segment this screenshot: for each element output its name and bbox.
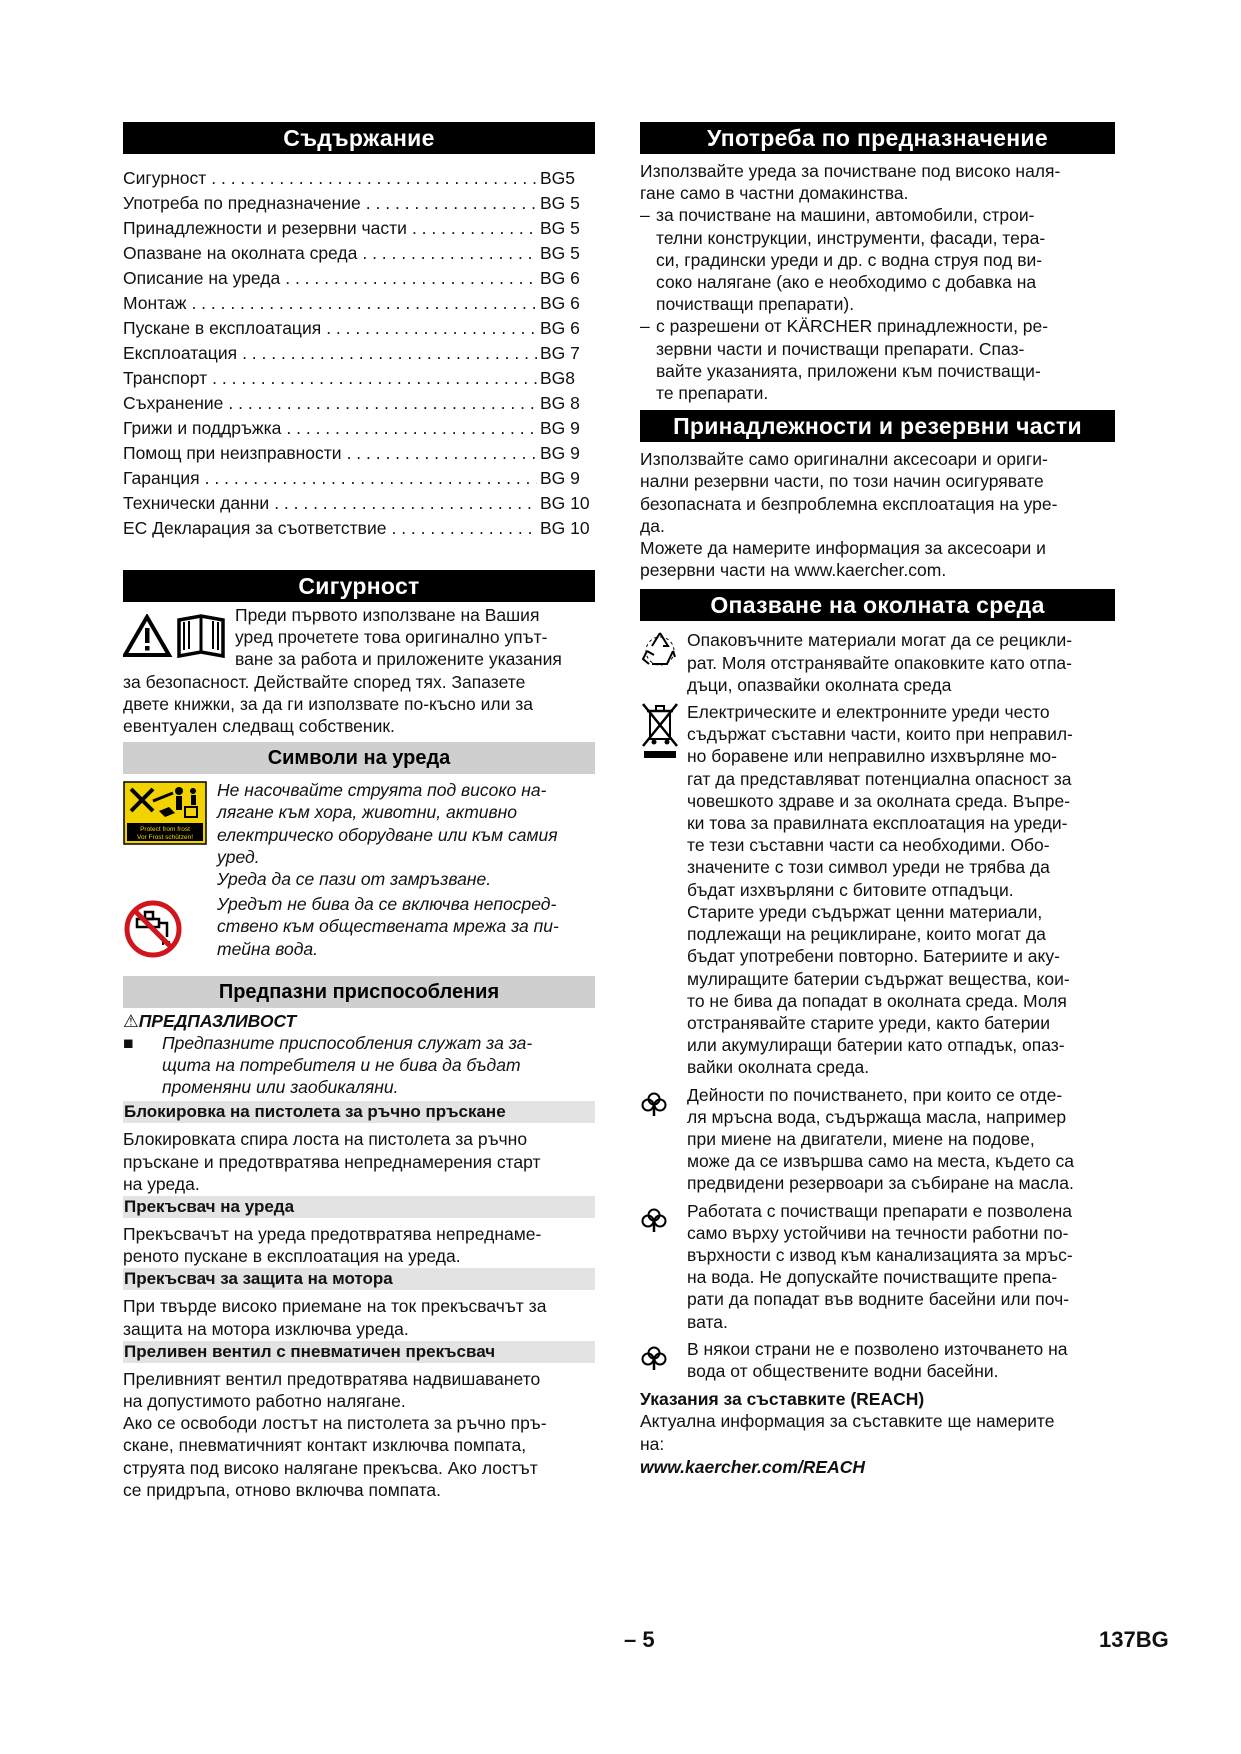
toc-item-page: BG 9 (540, 468, 580, 488)
toc-item-label: Употреба по предназначение (123, 193, 361, 213)
toc-item-label: Описание на уреда (123, 268, 281, 288)
safety-intro-text (235, 604, 562, 671)
text-line: почистващи препарати). (656, 294, 855, 315)
text-line: бъдат изхвърляни с битовите отпадъци. (687, 879, 1014, 900)
toc-leader-dots (366, 191, 537, 216)
text-line: скане, пневматичният контакт изключва помпата, (123, 1435, 527, 1456)
text-line: резервни части на www.kaercher.com. (640, 560, 947, 581)
text-line: Дейности по почистването, при които се отде- (687, 1084, 1063, 1105)
text-line: ствено към обществената мрежа за пи- (217, 916, 559, 937)
text-line: вайте указанията, приложени към почистващи- (656, 360, 1041, 381)
safety-heading: Сигурност (123, 570, 595, 602)
text-line: за почистване на машини, автомобили, строи- (656, 205, 1035, 226)
reach-link[interactable]: www.kaercher.com/REACH (640, 1456, 865, 1477)
text-line: си, градински уреди и др. с водна струя под ви- (656, 249, 1043, 270)
text-line: защита на мотора изключва уреда. (123, 1318, 409, 1339)
text-line: гат да представляват потенциална опасност за (687, 768, 1072, 789)
toc-item[interactable] (123, 241, 595, 266)
crossed-bin-icon (640, 701, 687, 761)
text-line: бъдат употребени повторно. Батериите и аку- (687, 946, 1060, 967)
text-line: Използвайте уреда за почистване под високо наля- (640, 161, 1061, 181)
text-line: Опаковъчните материали могат да се рецикли- (687, 630, 1073, 651)
text-line: евентуален следващ собственик. (123, 716, 395, 737)
text-line: уред прочетете това оригинално упът- (235, 627, 548, 648)
env-recycling (640, 629, 1115, 696)
toc-item-page: BG 10 (540, 493, 590, 513)
text-line: се придръпа, отново включва помпата. (123, 1479, 441, 1500)
toc-leader-dots (205, 466, 537, 491)
env-water-text (687, 1338, 1068, 1382)
intended-dash-2: – с разрешени от KÄRCHER принадлежности, ре- зервни части и почистващи препарати. Спаз- вайте указанията, приложени към почистващи- те препарати. (640, 316, 1049, 404)
reach-heading: Указания за съставките (REACH) (640, 1389, 925, 1410)
toc-item-page: BG 8 (540, 393, 580, 413)
toc-leader-dots (391, 516, 537, 541)
toc-item[interactable] (123, 491, 595, 516)
text-line: Блокировката спира лоста на пистолета за ръчно (123, 1129, 528, 1150)
toc-leader-dots (211, 166, 537, 191)
text-line: вода от обществените водни басейни. (687, 1360, 999, 1381)
text-line: на допустимото работно налягане. (123, 1391, 406, 1412)
toc-leader-dots (286, 416, 537, 441)
toc-item-page: BG 7 (540, 343, 580, 363)
overflow-valve-heading: Преливен вентил с пневматичен прекъсвач (123, 1341, 595, 1363)
text-line: електрическо оборудване или към самия (217, 824, 558, 845)
text-line: уред. (217, 846, 260, 867)
text-line: те тези съставни части са необходими. Обо- (687, 835, 1050, 856)
text-line: Не насочвайте струята под високо на- (217, 780, 547, 801)
toc-item[interactable] (123, 216, 595, 241)
env-weee (640, 701, 1115, 1078)
toc-item-page: BG 6 (540, 293, 580, 313)
toc-item-label: Гаранция (123, 468, 200, 488)
intended-dash-1: – за почистване на машини, автомобили, строи- телни конструкции, инструменти, фасади, тера- си, градински уреди и др. с водна струя под ви- соко налягане (ако е необходимо с добавка на почистващи препарати). (640, 205, 1046, 315)
text-line: мулиращите батерии съдържат вещества, кои- (687, 968, 1070, 989)
text-line: на уреда. (123, 1173, 200, 1194)
text-line: безопасната и безпроблемна експлоатация на уре- (640, 493, 1058, 514)
text-line: ля мръсна вода, съдържаща масла, например (687, 1106, 1067, 1127)
no-drinking-water-icon (123, 893, 217, 959)
text-line: Уреда да се пази от замръзване. (217, 869, 492, 890)
env-recycling-text (687, 629, 1072, 696)
symbol-1-text (217, 779, 558, 890)
device-symbols-heading: Символи на уреда (123, 742, 595, 774)
caution-label: ПРЕДПАЗЛИВОСТ (138, 1010, 297, 1031)
text-line: Преди първото използване на Вашия (235, 605, 540, 625)
text-line: Работата с почистващи препарати е позволена (687, 1200, 1073, 1221)
toc-leader-dots (212, 366, 537, 391)
toc-item-label: Съхранение (123, 393, 224, 413)
caution-triangle-icon: ⚠ (123, 1010, 139, 1031)
text-line: рати да попадат във водните басейни или поч- (687, 1289, 1070, 1310)
toc-leader-dots (285, 266, 537, 291)
text-line: ки това за правилната експлоатация на уреди- (687, 813, 1068, 834)
motor-switch-heading: Прекъсвач за защита на мотора (123, 1268, 595, 1290)
toc-item[interactable] (123, 266, 595, 291)
page-code: 137BG (1099, 1627, 1169, 1652)
toc-leader-dots (362, 241, 537, 266)
text-line: човешкото здраве и за околната среда. Въпре- (687, 790, 1071, 811)
text-line: върхности с извод към канализацията за мръс- (687, 1244, 1073, 1265)
safety-devices-heading: Предпазни приспособления (123, 976, 595, 1008)
toc-leader-dots (412, 216, 537, 241)
toc-leader-dots (228, 391, 537, 416)
text-line: ване за работа и приложените указания (235, 649, 562, 670)
text-line: отстранявайте старите уреди, както батерии (687, 1012, 1050, 1033)
text-line: подлежащи на рециклиране, които могат да (687, 924, 1046, 945)
text-line: соко налягане (ако е необходимо с добавка на (656, 272, 1037, 293)
text-line: с разрешени от KÄRCHER принадлежности, ре- (656, 316, 1049, 337)
toc-item-label: Монтаж (123, 293, 187, 313)
toc-item[interactable] (123, 441, 595, 466)
text-line: може да се извършва само на места, където са (687, 1151, 1074, 1172)
toc-item-page: BG 5 (540, 193, 580, 213)
toc-item[interactable] (123, 341, 595, 366)
right-column (640, 122, 1115, 1478)
text-line: Можете да намерите информация за аксесоари и (640, 538, 1046, 559)
text-line: при миене на двигатели, миене на подове, (687, 1128, 1035, 1149)
text-line: гане само в частни домакинства. (640, 183, 909, 204)
environment-heading: Опазване на околната среда (640, 589, 1115, 621)
text-line: лягане към хора, животни, активно (217, 802, 517, 823)
text-line: или акумулиращи батерии като отпадък, опаз- (687, 1035, 1065, 1056)
accessories-heading: Принадлежности и резервни части (640, 410, 1115, 442)
env-oil-text (687, 1084, 1074, 1195)
toc-leader-dots (274, 491, 537, 516)
toc-item[interactable] (123, 366, 595, 391)
toc-item-page: BG5 (540, 168, 576, 188)
text-line: пръскане и предотвратява непреднамерения старт (123, 1151, 541, 1172)
env-oil (640, 1084, 1115, 1195)
text-line: но боравене или неправилно изхвърляне мо- (687, 746, 1057, 767)
toc-leader-dots (191, 291, 537, 316)
text-line: на вода. Не допускайте почистващите препа- (687, 1267, 1058, 1288)
environment-tree-icon (640, 1338, 687, 1372)
caution-bullet (123, 1032, 595, 1099)
toc-item-page: BG8 (540, 368, 576, 388)
text-line: рат. Моля отстранявайте опаковките като отпа- (687, 652, 1072, 673)
text-line: Ако се освободи лостът на пистолета за ръчно пръ- (123, 1413, 547, 1434)
toc-item-label: Принадлежности и резервни части (123, 218, 407, 238)
frost-label-en: Protect from frost (140, 826, 190, 834)
toc-item[interactable] (123, 391, 595, 416)
safety-intro (123, 604, 595, 671)
toc-item-label: Помощ при неизправности (123, 443, 342, 463)
symbol-row-2 (123, 893, 595, 960)
symbol-row-1 (123, 779, 595, 890)
text-line: Старите уреди съдържат ценни материали, (687, 901, 1043, 922)
toc-item[interactable] (123, 166, 595, 191)
text-line: струята под високо налягане прекъсва. Ако лостът (123, 1457, 538, 1478)
text-line: двете книжки, за да ги използвате по-късно или за (123, 693, 534, 714)
toc-item[interactable] (123, 466, 595, 491)
toc-item-page: BG 6 (540, 318, 580, 338)
environment-tree-icon (640, 1084, 687, 1118)
env-detergent-text (687, 1200, 1073, 1333)
toc-item-label: Грижи и поддръжка (123, 418, 282, 438)
toc-item[interactable] (123, 291, 595, 316)
toc-heading: Съдържание (123, 122, 595, 154)
toc-item-label: Пускане в експлоатация (123, 318, 322, 338)
no-spray-frost-icon (123, 779, 217, 845)
device-switch-heading: Прекъсвач на уреда (123, 1196, 595, 1218)
text-line: те препарати. (656, 383, 769, 404)
text-line: предвидени резервоари за събиране на масла. (687, 1173, 1074, 1194)
text-line: телни конструкции, инструменти, фасади, тера- (656, 227, 1046, 248)
toc-item-page: BG 10 (540, 518, 590, 538)
toc-item-page: BG 6 (540, 268, 580, 288)
toc-leader-dots (326, 316, 537, 341)
text-line: реното пускане в експлоатация на уреда. (123, 1246, 461, 1267)
page-number: – 5 (624, 1627, 655, 1652)
env-detergent (640, 1200, 1115, 1333)
text-line: Използвайте само оригинални аксесоари и ориги- (640, 449, 1048, 470)
square-bullet-icon: ■ (123, 1032, 134, 1053)
environment-tree-icon (640, 1200, 687, 1234)
toc-item[interactable] (123, 516, 595, 541)
text-line: то не бива да попадат в околната среда. Моля (687, 990, 1067, 1011)
text-line: на: (640, 1433, 665, 1454)
toc-item-page: BG 9 (540, 443, 580, 463)
recycling-icon (640, 629, 687, 669)
text-line: вайки околната среда. (687, 1057, 870, 1078)
left-column (123, 122, 595, 1501)
text-line: Електрическите и електронните уреди често (687, 702, 1050, 723)
text-line: При твърде високо приемане на ток прекъсвачът за (123, 1296, 547, 1317)
frost-label-de: Vor Frost schützen! (137, 834, 193, 842)
text-line: значените с този символ уреди не трябва да (687, 857, 1050, 878)
text-line: Уредът не бива да се включва непосред- (217, 894, 557, 915)
symbol-2-text (217, 893, 559, 960)
toc-item-page: BG 5 (540, 218, 580, 238)
toc-item-label: Транспорт (123, 368, 208, 388)
text-line: Актуална информация за съставките ще намерите (640, 1411, 1055, 1432)
text-line: Прекъсвачът на уреда предотвратява непреднаме- (123, 1224, 542, 1245)
toc-item[interactable] (123, 191, 595, 216)
text-line: нални резервни части, по този начин осигурявате (640, 471, 1044, 492)
text-line: Преливният вентил предотвратява надвишаването (123, 1368, 541, 1389)
text-line: зервни части и почистващи препарати. Спаз- (656, 338, 1025, 359)
text-line: щита на потребителя и не бива да бъдат (162, 1055, 521, 1076)
toc-leader-dots (242, 341, 537, 366)
text-line: променяни или заобикаляни. (162, 1077, 399, 1098)
toc-item-label: Опазване на околната среда (123, 243, 358, 263)
env-weee-text (687, 701, 1073, 1078)
text-line: В някои страни не е позволено източването на (687, 1338, 1068, 1359)
toc-item-page: BG 9 (540, 418, 580, 438)
gun-lock-heading: Блокировка на пистолета за ръчно пръскане (123, 1101, 595, 1123)
toc-item[interactable] (123, 316, 595, 341)
warning-triangle-book-icon (123, 614, 231, 658)
text-line: да. (640, 515, 665, 536)
text-line: съдържат съставни части, които при неправил- (687, 724, 1073, 745)
toc-item-label: Експлоатация (123, 343, 238, 363)
toc-item-label: Технически данни (123, 493, 270, 513)
table-of-contents (123, 166, 595, 541)
text-line: за безопасност. Действайте според тях. Запазете (123, 671, 526, 692)
toc-item-page: BG 5 (540, 243, 580, 263)
warning-manual-icons (123, 604, 235, 658)
toc-item-label: Сигурност (123, 168, 207, 188)
text-line: Предпазните приспособления служат за за- (162, 1032, 533, 1053)
text-line: тейна вода. (217, 938, 319, 959)
caution-heading (123, 1010, 595, 1032)
intended-use-heading: Употреба по предназначение (640, 122, 1115, 154)
toc-leader-dots (347, 441, 537, 466)
text-line: само върху устойчиви на течности работни по- (687, 1222, 1069, 1243)
toc-item[interactable] (123, 416, 595, 441)
text-line: вата. (687, 1311, 728, 1332)
env-water (640, 1338, 1115, 1382)
toc-item-label: ЕС Декларация за съответствие (123, 518, 387, 538)
text-line: дъци, опазвайки околната среда (687, 674, 952, 695)
